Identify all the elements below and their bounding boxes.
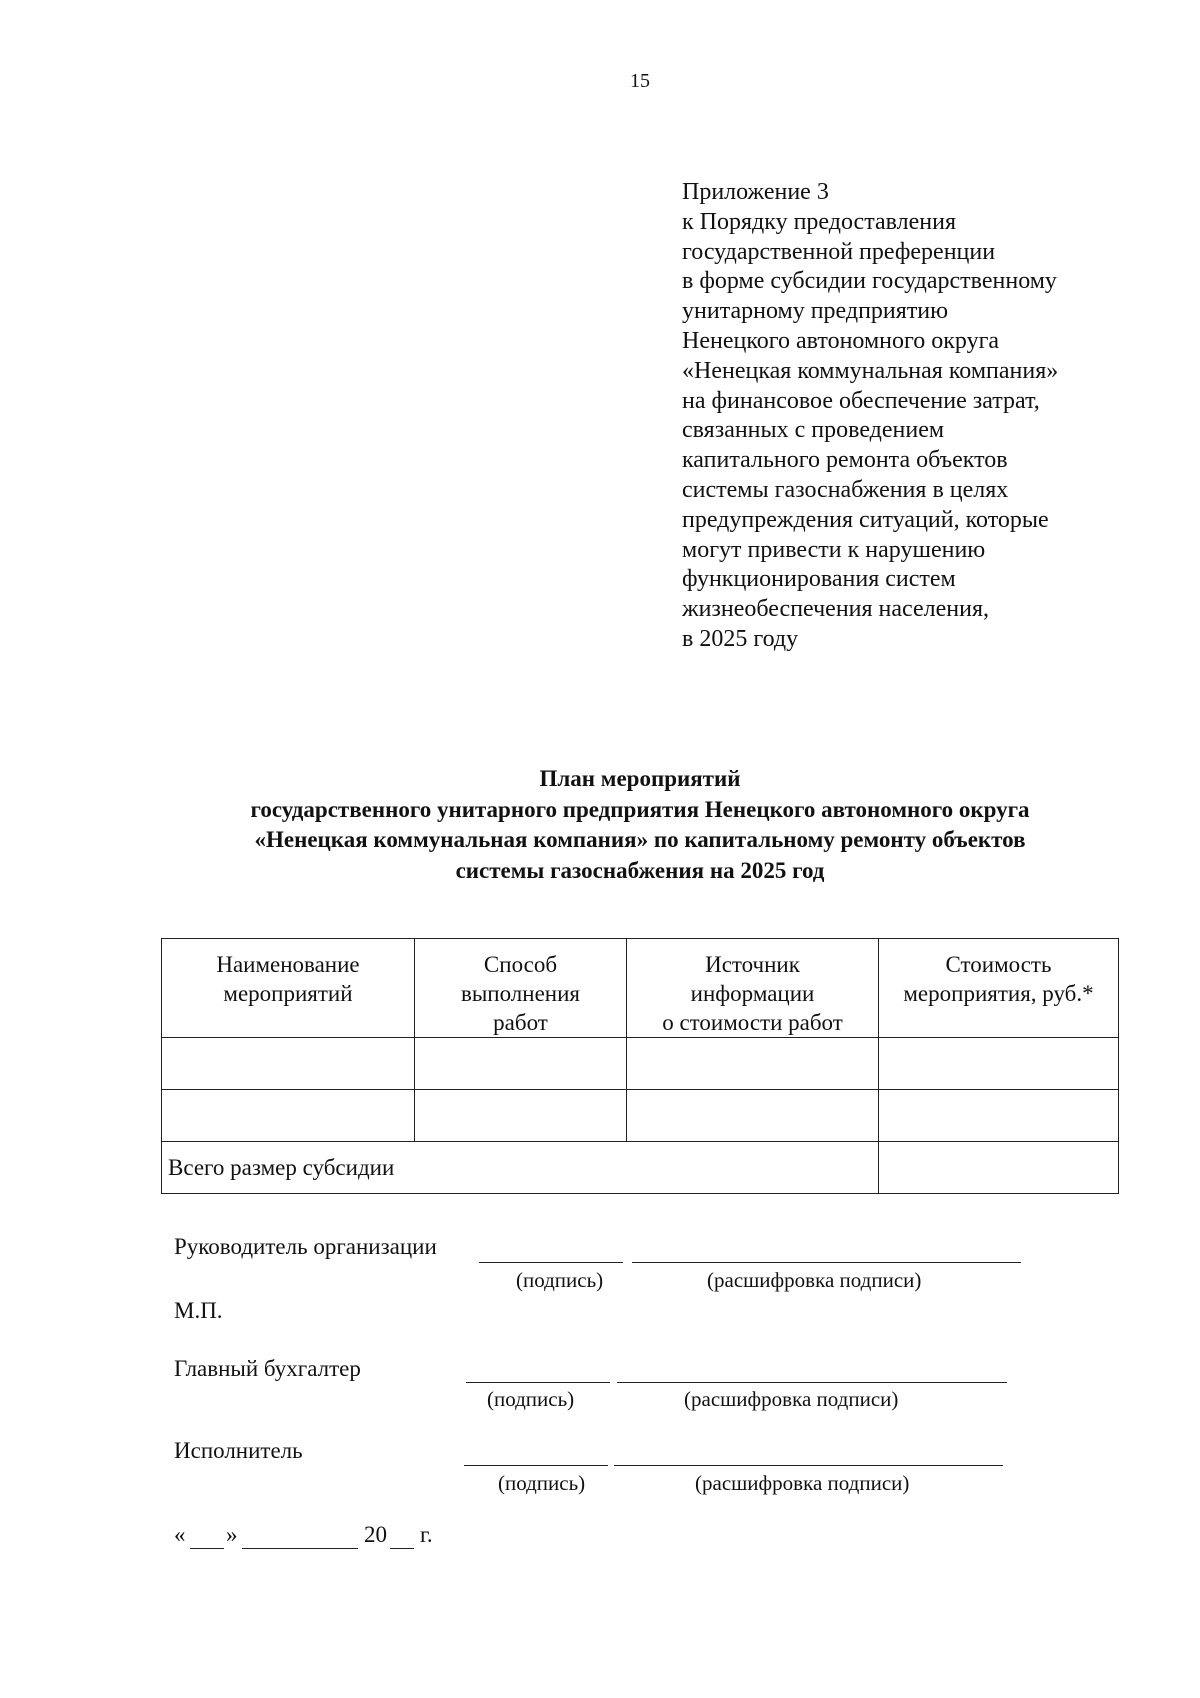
table-total-row: [162, 1142, 1119, 1194]
executor-label: Исполнитель: [174, 1438, 303, 1463]
header-text: мероприятия, руб.*: [903, 981, 1094, 1006]
appendix-line: унитарному предприятию: [682, 298, 949, 325]
date-open-quote: «: [174, 1522, 186, 1547]
appendix-line: Приложение 3: [682, 179, 829, 205]
appendix-line: предупреждения ситуаций, которые: [682, 506, 1049, 533]
header-cell-method: [415, 939, 627, 1038]
plan-title-line: государственного унитарного предприятия Ненецкого автономного округа: [250, 796, 1030, 822]
header-cell-activity-name: [162, 939, 415, 1038]
table-cell: [415, 1038, 627, 1090]
accountant-decoding-caption: (расшифровка подписи): [684, 1387, 899, 1411]
date-month-line: [242, 1548, 358, 1549]
table-cell: [162, 1090, 415, 1142]
executor-signature-caption: (подпись): [498, 1471, 586, 1495]
plan-title-line: «Ненецкая коммунальная компания» по капитальному ремонту объектов: [254, 827, 1026, 852]
table-cell: [627, 1090, 879, 1142]
appendix-line: системы газоснабжения в целях: [682, 476, 1009, 503]
head-signature-caption: (подпись): [516, 1268, 604, 1292]
total-label: Всего размер субсидии: [162, 1142, 879, 1194]
header-text: Стоимость: [945, 952, 1052, 977]
head-label: Руководитель организации: [174, 1234, 437, 1259]
table-cell: [879, 1038, 1119, 1090]
date-year-line: [390, 1548, 414, 1549]
plan-title-line: системы газоснабжения на 2025 год: [455, 857, 825, 883]
stamp-label: М.П.: [174, 1298, 223, 1323]
table-row: [162, 1090, 1119, 1142]
date-close-quote: »: [226, 1522, 238, 1547]
table-cell: [162, 1038, 415, 1090]
header-cell-cost: [879, 939, 1119, 1038]
appendix-line: на финансовое обеспечение затрат,: [682, 387, 1040, 414]
appendix-line: связанных с проведением: [682, 417, 945, 444]
accountant-decoding-line: [617, 1382, 1007, 1383]
head-signature-line: [479, 1262, 623, 1263]
date-day-line: [190, 1548, 224, 1549]
executor-signature-line: [464, 1465, 608, 1466]
head-decoding-caption: (расшифровка подписи): [707, 1268, 922, 1292]
appendix-block: [682, 178, 1122, 655]
header-text: мероприятий: [223, 981, 353, 1006]
page-number: 15: [630, 70, 650, 92]
accountant-label: Главный бухгалтер: [174, 1356, 361, 1381]
header-cell-cost-source: [627, 939, 879, 1038]
header-text: работ: [493, 1010, 548, 1035]
header-text: Источник: [705, 952, 800, 977]
plan-title-line: План мероприятий: [539, 766, 741, 791]
header-text: информации: [690, 981, 815, 1006]
appendix-line: «Ненецкая коммунальная компания»: [682, 357, 1059, 384]
header-text: Наименование: [216, 952, 360, 977]
header-text: о стоимости работ: [662, 1010, 843, 1035]
table-header-row: [162, 939, 1119, 1038]
plan-title: [130, 764, 1150, 886]
accountant-signature-line: [466, 1382, 610, 1383]
head-decoding-line: [632, 1262, 1021, 1263]
date-year-suffix: г.: [420, 1522, 433, 1547]
appendix-line: к Порядку предоставления: [682, 208, 957, 235]
appendix-line: в 2025 году: [682, 625, 799, 652]
appendix-line: функционирования систем: [682, 566, 956, 593]
table-cell: [627, 1038, 879, 1090]
table-cell: [415, 1090, 627, 1142]
appendix-line: жизнеобеспечения населения,: [682, 596, 989, 623]
accountant-signature-caption: (подпись): [487, 1387, 575, 1411]
header-text: Способ: [483, 952, 558, 977]
total-value-cell: [879, 1142, 1119, 1194]
appendix-line: государственной преференции: [682, 238, 996, 265]
executor-decoding-line: [614, 1465, 1003, 1466]
table-row: [162, 1038, 1119, 1090]
appendix-line: капитального ремонта объектов: [682, 447, 1008, 474]
table-cell: [879, 1090, 1119, 1142]
executor-decoding-caption: (расшифровка подписи): [695, 1471, 910, 1495]
appendix-line: могут привести к нарушению: [682, 536, 986, 563]
header-text: выполнения: [460, 981, 580, 1006]
date-year-prefix: 20: [364, 1522, 387, 1547]
appendix-line: Ненецкого автономного округа: [682, 327, 1000, 354]
appendix-line: в форме субсидии государственному: [682, 268, 1057, 295]
plan-table: [161, 938, 1119, 1194]
